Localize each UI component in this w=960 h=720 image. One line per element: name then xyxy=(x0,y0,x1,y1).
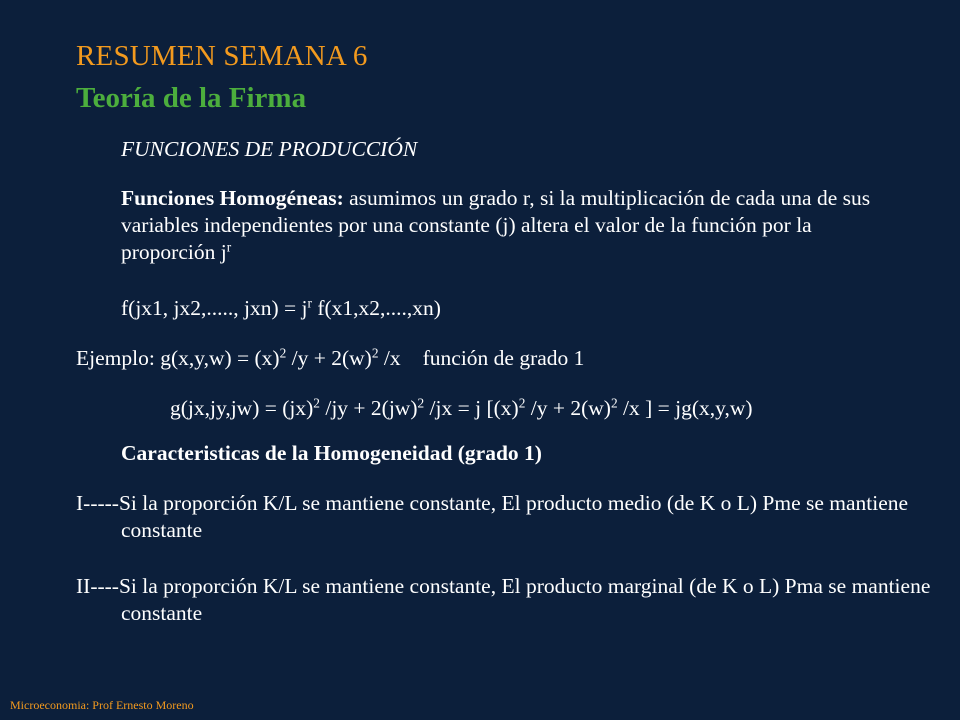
homogeneous-text: asumimos un grado r, si la multiplicación de cada una de sus variables independientes por una constante (j) altera el valor de la función por la proporción j xyxy=(121,186,871,264)
characteristic-point-1: I-----Si la proporción K/L se mantiene constante, El producto medio (de K o L) Pme se mantiene constante xyxy=(76,491,909,542)
homogeneous-definition xyxy=(121,185,891,266)
characteristic-point-2: II----Si la proporción K/L se mantiene constante, El producto marginal (de K o L) Pma se mantiene constante xyxy=(76,574,931,625)
homogeneous-term: Funciones Homogéneas: xyxy=(121,186,344,210)
example-note: función de grado 1 xyxy=(422,346,585,370)
homogeneous-sup: r xyxy=(226,239,232,255)
footer-credit: Microeconomia: Prof Ernesto Moreno xyxy=(10,698,194,712)
general-formula: f(jx1, jx2,....., $jxn) = j^r$ f(x1,x2,....,xn) xyxy=(121,295,441,320)
characteristics-heading: Caracteristicas de la Homogeneidad (grado 1) xyxy=(121,441,542,465)
slide-title: RESUMEN SEMANA 6 xyxy=(76,40,368,72)
example-expansion: g(jx,jy,jw) = (jx)$^2$ /jy + 2(jw)$^2$ /jx = j [$(x)^2$ $/y + 2(w)^2$ /x ] = jg(x,y,w) xyxy=(170,395,753,420)
section-heading: FUNCIONES DE PRODUCCIÓN xyxy=(121,137,418,161)
slide-subtitle: Teoría de la Firma xyxy=(76,82,307,114)
example-line: Ejemplo: $g(x,y,w) = (x)^2$ $/y + 2(w)^2$ /x función de grado 1 xyxy=(76,345,585,370)
